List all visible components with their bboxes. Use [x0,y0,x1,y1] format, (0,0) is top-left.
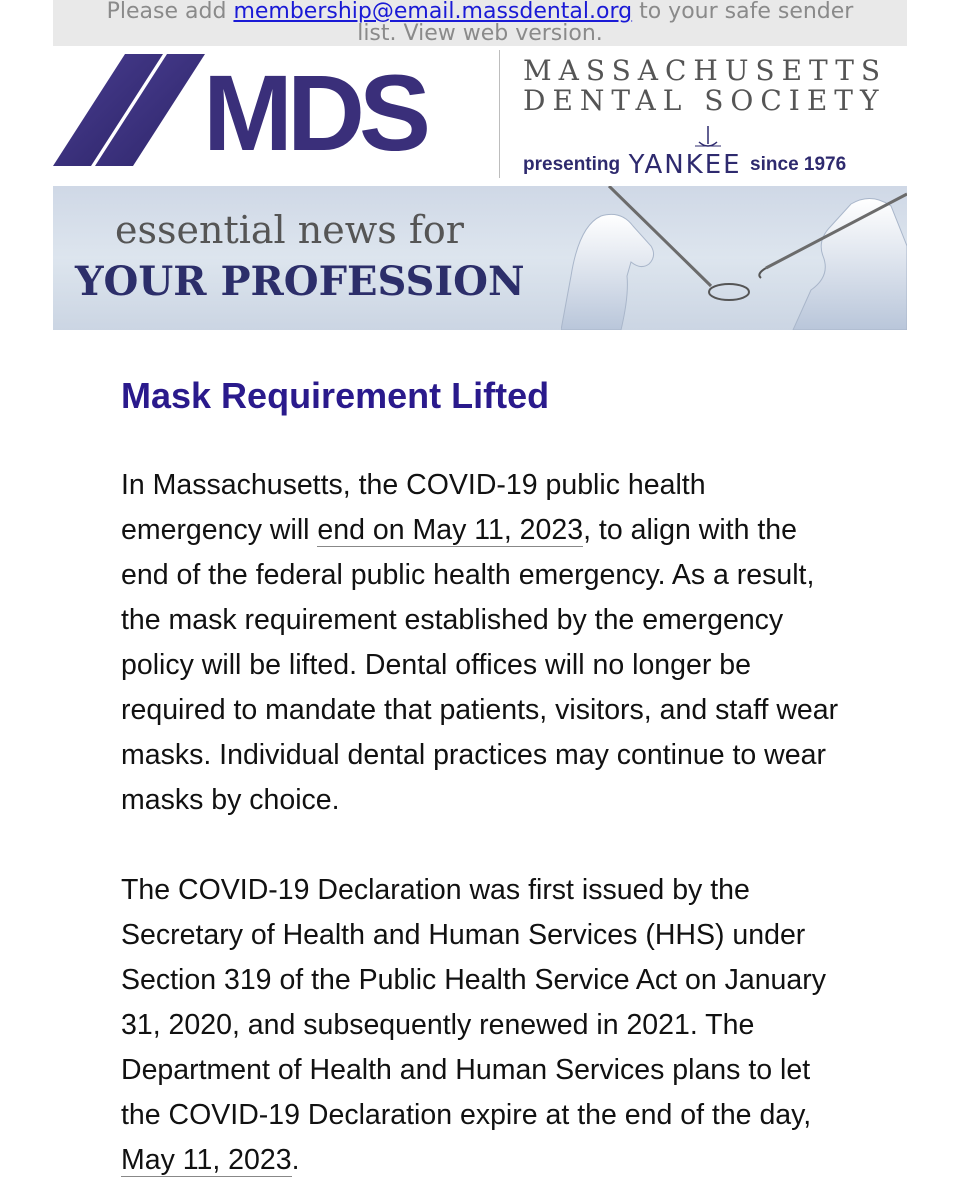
article-paragraph-1 [121,463,851,823]
mds-logo-slash-icon [53,54,213,176]
safe-sender-email-link[interactable]: membership@email.massdental.org [233,0,633,24]
email-header [53,46,907,184]
mds-logo[interactable] [53,54,473,176]
society-line1: MASSACHUSETTS [523,54,888,87]
logo-wordmark: MDS [203,52,425,173]
banner-tagline-1: essential news for [115,208,464,252]
view-web-version-link[interactable]: View web version. [403,21,603,46]
presenting-yankee [523,150,846,180]
since-label: since 1976 [750,154,847,175]
p2-text-b: . [291,1144,300,1176]
society-name [523,56,887,116]
profession-banner [53,186,907,330]
article-paragraph-2 [121,868,851,1183]
article [121,372,851,1183]
trident-icon [693,122,723,152]
p1-text-a: In Massachusetts, the COVID-19 public health emergency will [121,469,706,546]
header-divider [499,50,500,178]
preheader-suffix: to your safe sender [632,0,854,24]
gloved-hands-instruments-icon [561,186,907,330]
end-date-link[interactable]: end on May 11, 2023 [317,514,584,546]
expire-date-link[interactable]: May 11, 2023 [121,1144,292,1176]
p1-text-b: , to align with the end of the federal public health emergency. As a result, the mask requirement established by the emergency policy will be lifted. Dental offices will no longer be required to mandate that patients, visitors, and staff wear masks. Individual dental practices may continue to wear masks by choice. [121,514,839,816]
p2-text-a: The COVID-19 Declaration was first issued by the Secretary of Health and Human Services (HHS) under Section 319 of the Public Health Service Act on January 31, 2020, and subsequently renewed in 2021. The Department of Health and Human Services plans to let the COVID-19 Declaration expire at the end of the day, [121,874,826,1131]
preheader-line2 [53,22,907,46]
presenting-label: presenting [523,154,621,175]
preheader-bar [53,0,907,46]
preheader-prefix: Please add [106,0,234,24]
preheader-line2-prefix: list. [357,21,404,46]
article-title: Mask Requirement Lifted [121,375,550,416]
banner-tagline-2: YOUR PROFESSION [75,258,525,305]
yankee-label: YANKEE [628,150,742,180]
society-line2: DENTAL SOCIETY [523,84,886,117]
